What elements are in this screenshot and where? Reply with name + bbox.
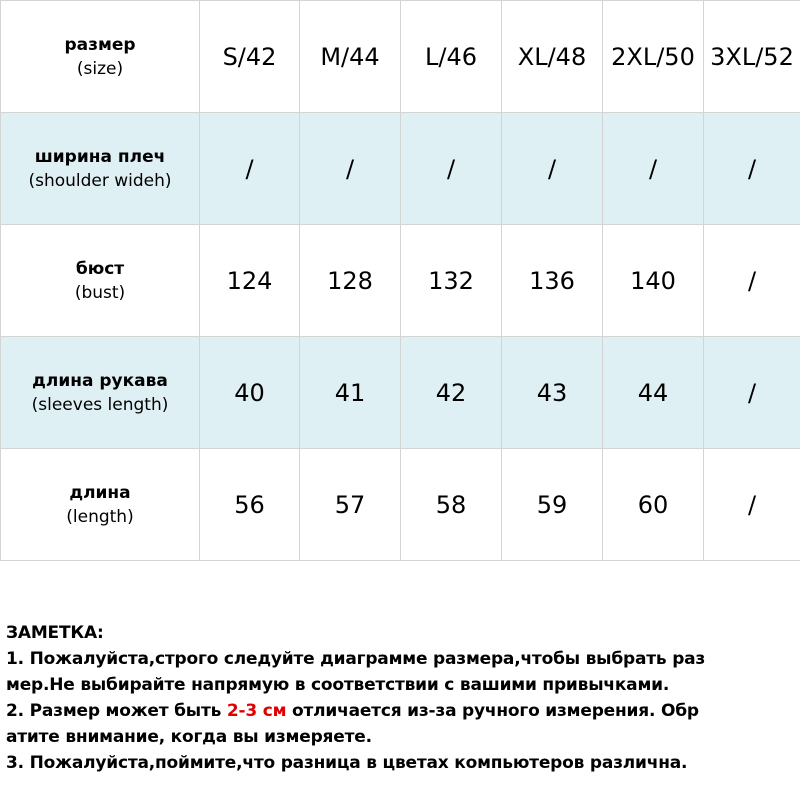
label-ru: ширина плеч: [34, 146, 166, 167]
note-2-line-1: [6, 698, 800, 724]
label-ru: бюст: [75, 258, 125, 279]
label-ru: длина рукава: [32, 370, 168, 391]
table-cell: 140: [603, 225, 704, 337]
table-cell: /: [603, 113, 704, 225]
table-cell: 58: [401, 449, 502, 561]
row-label-bust: [1, 225, 200, 337]
table-cell: 57: [300, 449, 401, 561]
table-cell: 136: [502, 225, 603, 337]
note-2-line-2: атите внимание, когда вы измеряете.: [6, 727, 372, 747]
size-header-row: [1, 1, 800, 113]
table-cell: 60: [603, 449, 704, 561]
label-en: (sleeves length): [31, 394, 169, 415]
size-l46: L/46: [401, 1, 502, 113]
label-en: (size): [76, 58, 124, 79]
size-m44: M/44: [300, 1, 401, 113]
table-cell: /: [300, 113, 401, 225]
size-3xl52: 3XL/52: [704, 1, 800, 113]
table-cell: 128: [300, 225, 401, 337]
note-1-line-2: мер.Не выбирайте напрямую в соответствии с вашими привычками.: [6, 675, 670, 695]
row-label-shoulder: [1, 113, 200, 225]
table-cell: /: [502, 113, 603, 225]
label-en: (shoulder wideh): [28, 170, 172, 191]
measurement-tolerance-highlight: 2-3 см: [226, 701, 287, 721]
size-2xl50: 2XL/50: [603, 1, 704, 113]
notes-section: [6, 620, 800, 776]
table-cell: /: [704, 449, 800, 561]
table-cell: 40: [200, 337, 300, 449]
size-xl48: XL/48: [502, 1, 603, 113]
note-2-text: отличается из-за ручного измерения. Обр: [286, 701, 699, 721]
table-cell: 44: [603, 337, 704, 449]
table-cell: /: [704, 337, 800, 449]
table-cell: 41: [300, 337, 401, 449]
label-en: (bust): [74, 282, 126, 303]
shoulder-width-row: [1, 113, 800, 225]
table-cell: /: [704, 225, 800, 337]
note-2-text: 2. Размер может быть: [6, 701, 227, 721]
label-en: (length): [66, 506, 134, 527]
table-cell: 132: [401, 225, 502, 337]
table-cell: 59: [502, 449, 603, 561]
notes-title: ЗАМЕТКА:: [6, 623, 104, 643]
length-row: [1, 449, 800, 561]
label-ru: размер: [64, 34, 136, 55]
size-s42: S/42: [200, 1, 300, 113]
table-cell: /: [401, 113, 502, 225]
table-cell: 42: [401, 337, 502, 449]
table-cell: 56: [200, 449, 300, 561]
table-cell: 43: [502, 337, 603, 449]
sleeve-length-row: [1, 337, 800, 449]
row-label-sleeve: [1, 337, 200, 449]
row-label-size: [1, 1, 200, 113]
label-ru: длина: [69, 482, 131, 503]
table-cell: 124: [200, 225, 300, 337]
note-3: 3. Пожалуйста,поймите,что разница в цветах компьютеров различна.: [6, 753, 688, 773]
bust-row: [1, 225, 800, 337]
table-cell: /: [200, 113, 300, 225]
row-label-length: [1, 449, 200, 561]
table-cell: /: [704, 113, 800, 225]
note-1-line-1: 1. Пожалуйста,строго следуйте диаграмме размера,чтобы выбрать раз: [6, 649, 706, 669]
